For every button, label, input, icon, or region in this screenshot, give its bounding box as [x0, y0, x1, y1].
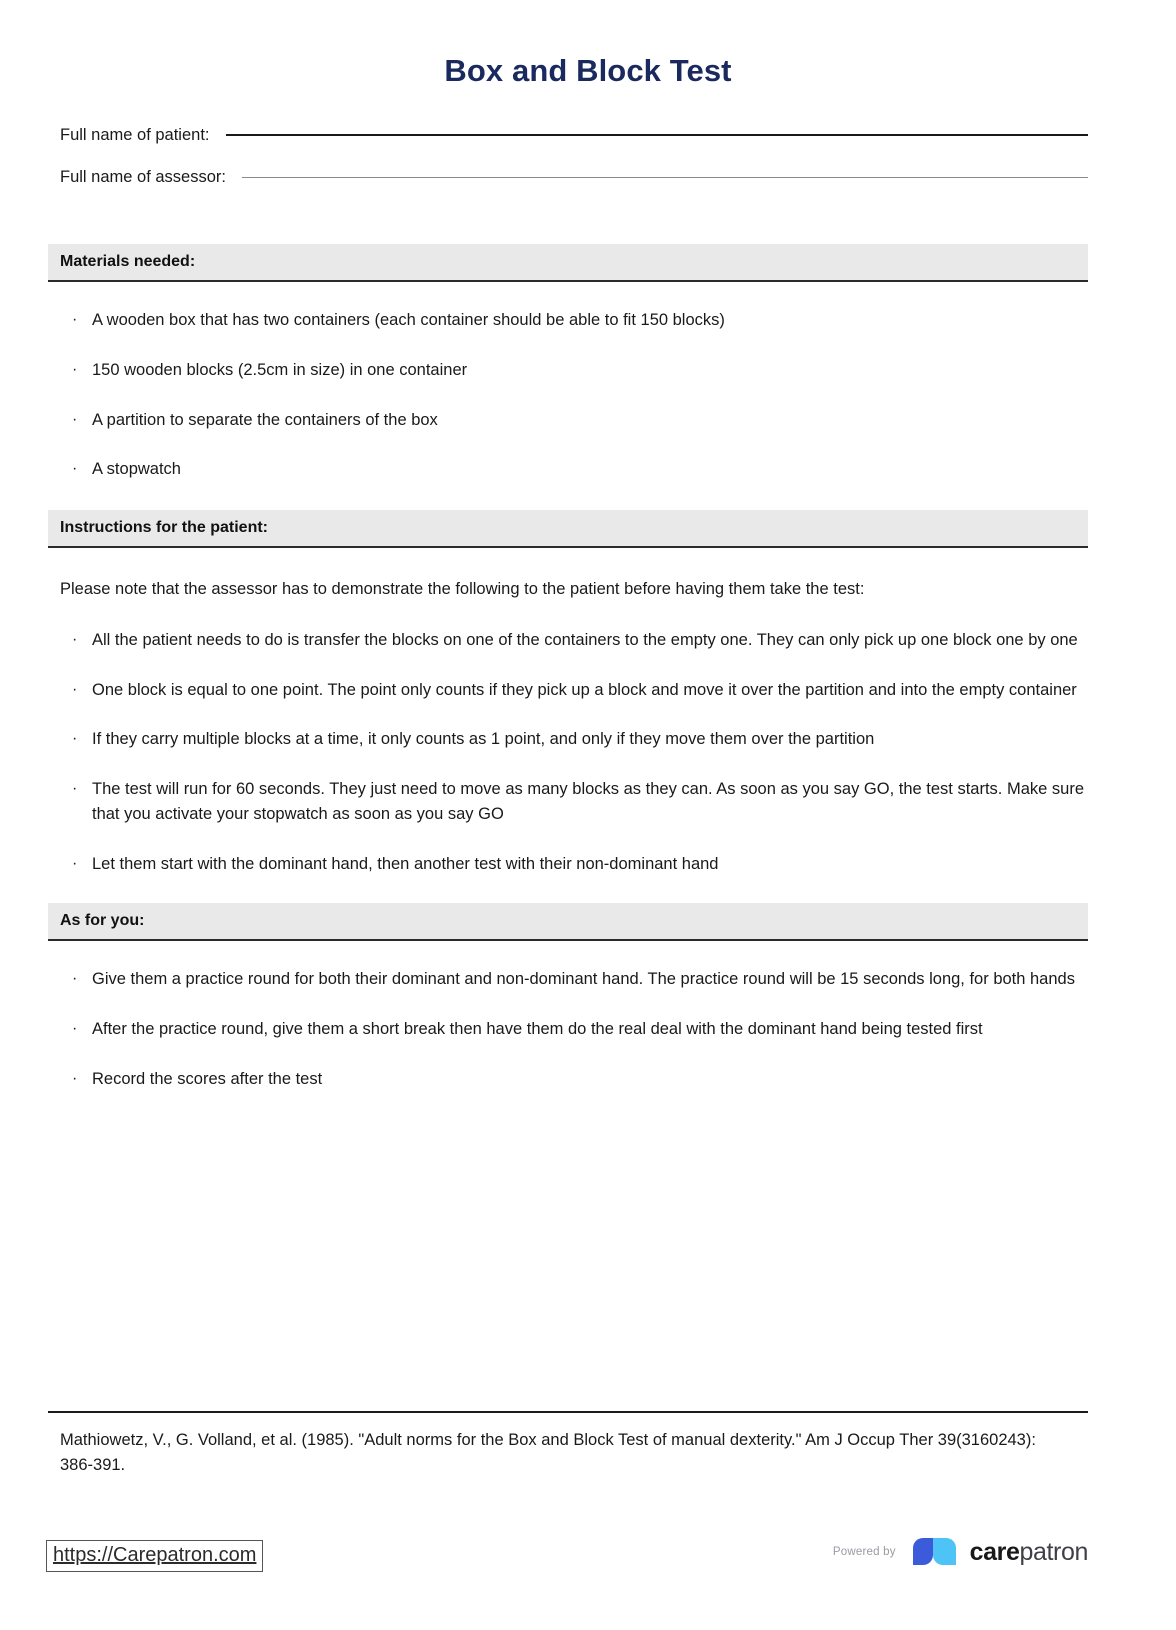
citation-text: Mathiowetz, V., G. Volland, et al. (1985). "Adult norms for the Box and Block Test of manual dexterity." Am J Occup Ther 39(3160243): 386-391.	[60, 1431, 1036, 1474]
list-item	[70, 678, 1086, 703]
materials-list	[70, 308, 1086, 482]
bullet-icon: ·	[72, 630, 78, 648]
list-item	[70, 628, 1086, 653]
footer-divider	[48, 1411, 1088, 1413]
section-header-assessor-notes: As for you:	[48, 903, 1088, 941]
list-item-text: 150 wooden blocks (2.5cm in size) in one container	[92, 360, 468, 379]
list-item	[70, 457, 1086, 482]
bullet-icon: ·	[72, 410, 78, 428]
patient-instructions-list	[70, 628, 1086, 877]
bullet-icon: ·	[72, 680, 78, 698]
list-item-text: Record the scores after the test	[92, 1069, 323, 1088]
list-item-text: The test will run for 60 seconds. They just need to move as many blocks as they can. As soon as you say GO, the test starts. Make sure that you activate your stopwatch as soon as you say GO	[92, 780, 1084, 823]
brand-name-light: patron	[1019, 1537, 1088, 1566]
list-item	[70, 1067, 1086, 1092]
form-row-patient	[60, 125, 1088, 146]
list-item-text: Let them start with the dominant hand, then another test with their non-dominant hand	[92, 854, 719, 873]
bullet-icon: ·	[72, 1020, 78, 1038]
bullet-icon: ·	[72, 460, 78, 478]
carepatron-url-link[interactable]: https://Carepatron.com	[46, 1540, 263, 1572]
list-item-text: If they carry multiple blocks at a time, it only counts as 1 point, and only if they move them over the partition	[92, 730, 875, 749]
bullet-icon: ·	[72, 360, 78, 378]
powered-by-label: Powered by	[832, 1546, 896, 1558]
brand-name-bold: care	[969, 1537, 1020, 1566]
patient-info-form	[0, 125, 1176, 188]
assessor-name-input-line[interactable]	[242, 177, 1088, 178]
list-item	[70, 967, 1086, 992]
bullet-icon: ·	[72, 730, 78, 748]
list-item	[70, 777, 1086, 827]
list-item-text: Give them a practice round for both their dominant and non-dominant hand. The practice round will be 15 seconds long, for both hands	[92, 970, 1075, 989]
list-item	[70, 1017, 1086, 1042]
list-item-text: All the patient needs to do is transfer the blocks on one of the containers to the empty one. They can only pick up one block one by one	[92, 630, 1078, 649]
section-header-patient-instructions: Instructions for the patient:	[48, 510, 1088, 548]
list-item	[70, 727, 1086, 752]
section-header-materials: Materials needed:	[48, 244, 1088, 282]
list-item-text: One block is equal to one point. The point only counts if they pick up a block and move it over the partition and into the empty container	[92, 680, 1077, 699]
assessor-name-label: Full name of assessor:	[60, 167, 226, 186]
page-title: Box and Block Test	[444, 53, 732, 88]
list-item-text: A wooden box that has two containers (each container should be able to fit 150 blocks)	[92, 311, 725, 330]
patient-name-input-line[interactable]	[226, 134, 1089, 136]
patient-name-label: Full name of patient:	[60, 126, 210, 145]
bullet-icon: ·	[72, 970, 78, 988]
carepatron-logo-icon	[907, 1535, 959, 1569]
bullet-icon: ·	[72, 1069, 78, 1087]
list-item-text: A partition to separate the containers of the box	[92, 410, 438, 429]
patient-instructions-intro: Please note that the assessor has to demonstrate the following to the patient before having them take the test:	[60, 580, 865, 599]
bullet-icon: ·	[72, 780, 78, 798]
form-row-assessor	[60, 167, 1088, 188]
list-item	[70, 408, 1086, 433]
carepatron-wordmark	[970, 1538, 1088, 1567]
carepatron-branding	[833, 1535, 1088, 1569]
list-item-text: After the practice round, give them a short break then have them do the real deal with the dominant hand being tested first	[92, 1020, 983, 1039]
list-item	[70, 852, 1086, 877]
bullet-icon: ·	[72, 854, 78, 872]
list-item-text: A stopwatch	[92, 460, 181, 479]
bullet-icon: ·	[72, 311, 78, 329]
assessor-notes-list	[70, 967, 1086, 1091]
list-item	[70, 308, 1086, 333]
list-item	[70, 358, 1086, 383]
